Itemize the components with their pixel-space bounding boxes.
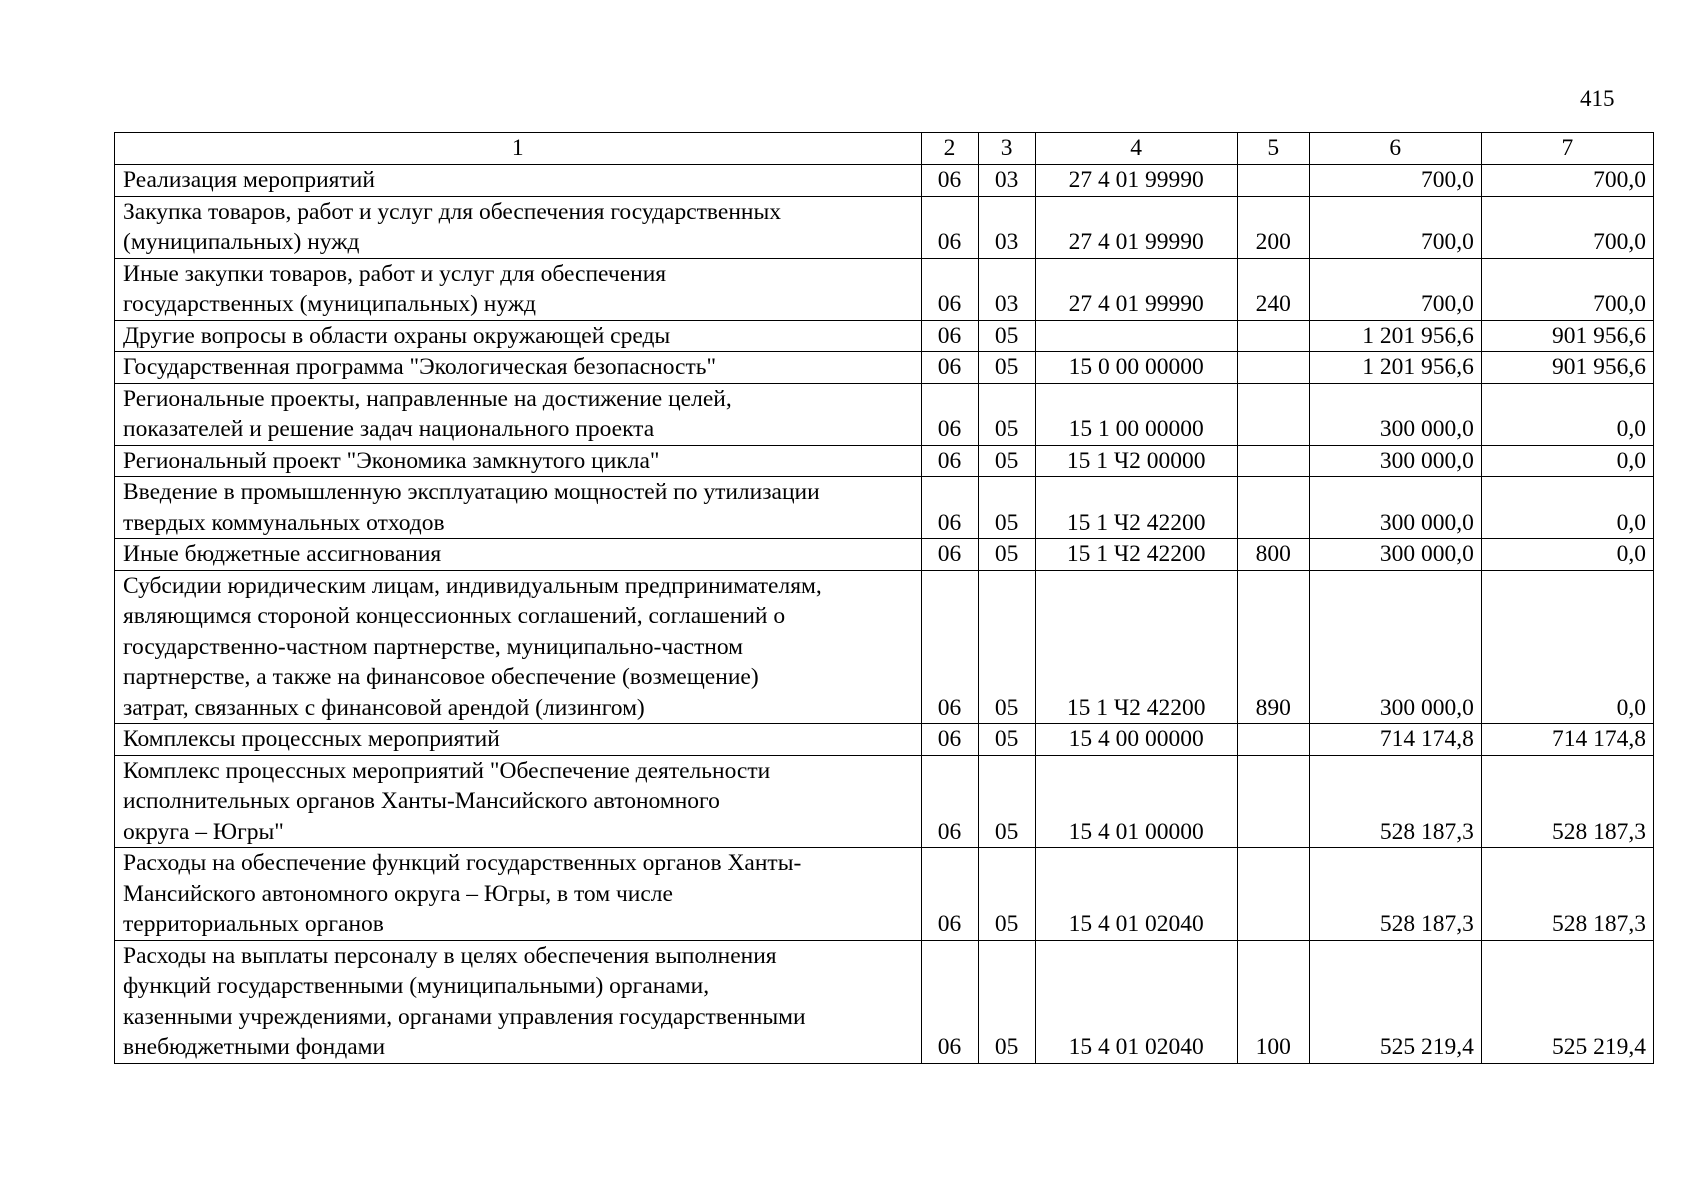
amount-col6-cell: 700,0 [1309, 196, 1481, 258]
table-row [115, 539, 1654, 571]
amount-col7-cell: 901 956,6 [1481, 352, 1653, 384]
amount-col6-cell: 714 174,8 [1309, 724, 1481, 756]
column-header-7: 7 [1481, 133, 1653, 165]
section-code-cell: 06 [921, 570, 978, 724]
expense-type-cell [1237, 383, 1309, 445]
amount-col6-cell: 1 201 956,6 [1309, 352, 1481, 384]
expense-type-cell [1237, 352, 1309, 384]
target-article-cell: 15 1 Ч2 00000 [1035, 445, 1237, 477]
subsection-code-cell: 05 [978, 477, 1035, 539]
expense-type-cell: 800 [1237, 539, 1309, 571]
row-name-cell: Региональный проект "Экономика замкнутого цикла" [115, 445, 922, 477]
amount-col7-cell: 901 956,6 [1481, 320, 1653, 352]
target-article-cell: 15 4 01 00000 [1035, 755, 1237, 848]
expense-type-cell: 100 [1237, 940, 1309, 1063]
amount-col7-cell: 0,0 [1481, 445, 1653, 477]
table-row [115, 477, 1654, 539]
expense-type-cell: 240 [1237, 258, 1309, 320]
row-name-cell: Региональные проекты, направленные на достижение целей, показателей и решение задач национального проекта [115, 383, 922, 445]
subsection-code-cell: 05 [978, 539, 1035, 571]
section-code-cell: 06 [921, 940, 978, 1063]
target-article-cell: 15 4 00 00000 [1035, 724, 1237, 756]
target-article-cell: 15 4 01 02040 [1035, 848, 1237, 941]
row-name-cell: Иные закупки товаров, работ и услуг для обеспечения государственных (муниципальных) нужд [115, 258, 922, 320]
section-code-cell: 06 [921, 755, 978, 848]
target-article-cell [1035, 320, 1237, 352]
table-row [115, 383, 1654, 445]
row-name-cell: Комплекс процессных мероприятий "Обеспечение деятельности исполнительных органов Ханты-Мансийского автономного округа – Югры" [115, 755, 922, 848]
section-code-cell: 06 [921, 320, 978, 352]
section-code-cell: 06 [921, 848, 978, 941]
subsection-code-cell: 03 [978, 258, 1035, 320]
table-row [115, 570, 1654, 724]
subsection-code-cell: 05 [978, 352, 1035, 384]
amount-col6-cell: 528 187,3 [1309, 755, 1481, 848]
amount-col7-cell: 714 174,8 [1481, 724, 1653, 756]
column-header-2: 2 [921, 133, 978, 165]
expense-type-cell: 200 [1237, 196, 1309, 258]
subsection-code-cell: 05 [978, 940, 1035, 1063]
table-row [115, 755, 1654, 848]
row-name-cell: Введение в промышленную эксплуатацию мощностей по утилизации твердых коммунальных отходов [115, 477, 922, 539]
section-code-cell: 06 [921, 445, 978, 477]
amount-col6-cell: 300 000,0 [1309, 477, 1481, 539]
target-article-cell: 15 0 00 00000 [1035, 352, 1237, 384]
section-code-cell: 06 [921, 196, 978, 258]
column-header-1: 1 [115, 133, 922, 165]
expense-type-cell [1237, 848, 1309, 941]
expense-type-cell [1237, 165, 1309, 197]
row-name-cell: Иные бюджетные ассигнования [115, 539, 922, 571]
column-header-3: 3 [978, 133, 1035, 165]
row-name-cell: Расходы на обеспечение функций государственных органов Ханты- Мансийского автономного округа – Югры, в том числе территориальных органов [115, 848, 922, 941]
row-name-cell: Государственная программа "Экологическая безопасность" [115, 352, 922, 384]
section-code-cell: 06 [921, 258, 978, 320]
expense-type-cell [1237, 755, 1309, 848]
target-article-cell: 27 4 01 99990 [1035, 165, 1237, 197]
expense-type-cell: 890 [1237, 570, 1309, 724]
section-code-cell: 06 [921, 352, 978, 384]
section-code-cell: 06 [921, 165, 978, 197]
amount-col7-cell: 700,0 [1481, 258, 1653, 320]
table-body [115, 165, 1654, 1064]
subsection-code-cell: 05 [978, 755, 1035, 848]
column-header-4: 4 [1035, 133, 1237, 165]
section-code-cell: 06 [921, 724, 978, 756]
amount-col6-cell: 528 187,3 [1309, 848, 1481, 941]
amount-col6-cell: 700,0 [1309, 258, 1481, 320]
amount-col7-cell: 0,0 [1481, 539, 1653, 571]
row-name-cell: Расходы на выплаты персоналу в целях обеспечения выполнения функций государственными (муниципальными) органами, казенными учреждениями, органами управления государственными внебюджетными фондами [115, 940, 922, 1063]
table-row [115, 258, 1654, 320]
amount-col6-cell: 700,0 [1309, 165, 1481, 197]
amount-col7-cell: 528 187,3 [1481, 755, 1653, 848]
section-code-cell: 06 [921, 383, 978, 445]
expense-type-cell [1237, 445, 1309, 477]
subsection-code-cell: 05 [978, 383, 1035, 445]
amount-col6-cell: 300 000,0 [1309, 539, 1481, 571]
amount-col7-cell: 525 219,4 [1481, 940, 1653, 1063]
column-header-6: 6 [1309, 133, 1481, 165]
subsection-code-cell: 05 [978, 570, 1035, 724]
amount-col6-cell: 1 201 956,6 [1309, 320, 1481, 352]
table-row [115, 320, 1654, 352]
amount-col7-cell: 0,0 [1481, 477, 1653, 539]
amount-col7-cell: 528 187,3 [1481, 848, 1653, 941]
table-row [115, 940, 1654, 1063]
budget-table [114, 132, 1654, 1064]
header-row [115, 133, 1654, 165]
target-article-cell: 27 4 01 99990 [1035, 196, 1237, 258]
table-row [115, 352, 1654, 384]
target-article-cell: 15 1 00 00000 [1035, 383, 1237, 445]
subsection-code-cell: 05 [978, 724, 1035, 756]
expense-type-cell [1237, 477, 1309, 539]
row-name-cell: Субсидии юридическим лицам, индивидуальным предпринимателям, являющимся стороной концессионных соглашений, соглашений о государственно-частном партнерстве, муниципально-частном партнерстве, а также на финансовое обеспечение (возмещение) затрат, связанных с финансовой арендой (лизингом) [115, 570, 922, 724]
row-name-cell: Комплексы процессных мероприятий [115, 724, 922, 756]
row-name-cell: Другие вопросы в области охраны окружающей среды [115, 320, 922, 352]
subsection-code-cell: 03 [978, 165, 1035, 197]
target-article-cell: 15 1 Ч2 42200 [1035, 477, 1237, 539]
expense-type-cell [1237, 724, 1309, 756]
target-article-cell: 15 1 Ч2 42200 [1035, 539, 1237, 571]
amount-col6-cell: 300 000,0 [1309, 445, 1481, 477]
row-name-cell: Реализация мероприятий [115, 165, 922, 197]
amount-col6-cell: 525 219,4 [1309, 940, 1481, 1063]
amount-col6-cell: 300 000,0 [1309, 570, 1481, 724]
amount-col7-cell: 0,0 [1481, 570, 1653, 724]
table-row [115, 165, 1654, 197]
target-article-cell: 15 1 Ч2 42200 [1035, 570, 1237, 724]
subsection-code-cell: 05 [978, 848, 1035, 941]
table-row [115, 445, 1654, 477]
amount-col7-cell: 0,0 [1481, 383, 1653, 445]
target-article-cell: 27 4 01 99990 [1035, 258, 1237, 320]
table-row [115, 848, 1654, 941]
amount-col6-cell: 300 000,0 [1309, 383, 1481, 445]
table-row [115, 196, 1654, 258]
page-number: 415 [1580, 86, 1615, 111]
row-name-cell: Закупка товаров, работ и услуг для обеспечения государственных (муниципальных) нужд [115, 196, 922, 258]
column-header-5: 5 [1237, 133, 1309, 165]
expense-type-cell [1237, 320, 1309, 352]
table-row [115, 724, 1654, 756]
subsection-code-cell: 03 [978, 196, 1035, 258]
amount-col7-cell: 700,0 [1481, 196, 1653, 258]
section-code-cell: 06 [921, 539, 978, 571]
subsection-code-cell: 05 [978, 320, 1035, 352]
section-code-cell: 06 [921, 477, 978, 539]
target-article-cell: 15 4 01 02040 [1035, 940, 1237, 1063]
subsection-code-cell: 05 [978, 445, 1035, 477]
amount-col7-cell: 700,0 [1481, 165, 1653, 197]
